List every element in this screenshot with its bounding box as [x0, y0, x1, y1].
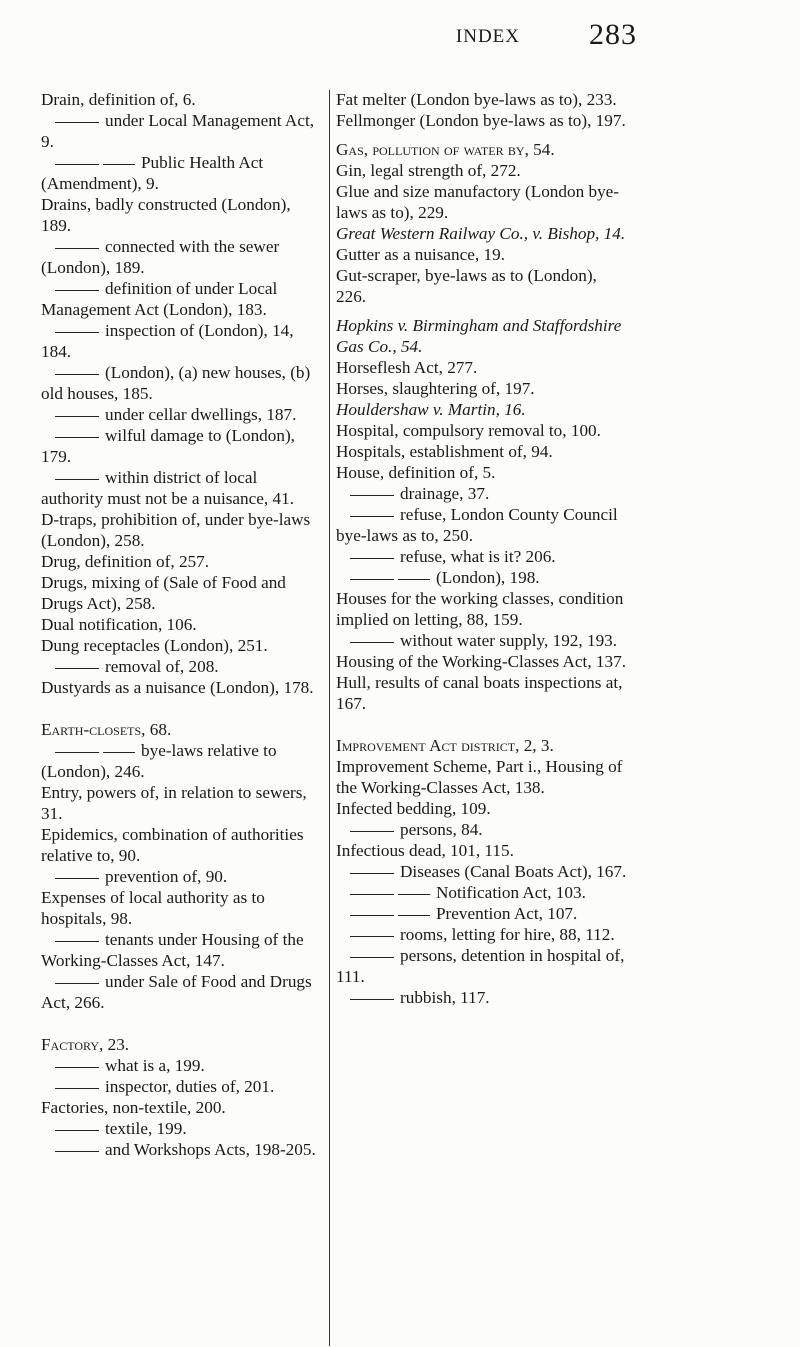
- index-entry-text: wilful damage to (London), 179.: [41, 426, 295, 466]
- index-entry: Expenses of local authority as to hospitals, 98.: [41, 888, 265, 928]
- index-entry-text: connected with the sewer (London), 189.: [41, 237, 280, 277]
- index-subentry: [336, 546, 628, 567]
- index-entry-text: textile, 199.: [105, 1119, 187, 1138]
- index-letter-entry: Gas, pollution of water by, 54.: [336, 140, 555, 159]
- index-subentry: [336, 882, 628, 903]
- index-entry-text: rooms, letting for hire, 88, 112.: [400, 925, 615, 944]
- index-subentry: [41, 152, 318, 194]
- index-letter-entry: Improvement Act district, 2, 3.: [336, 736, 554, 755]
- index-entry-text: under cellar dwellings, 187.: [105, 405, 297, 424]
- index-letter-entry: Earth-closets, 68.: [41, 720, 172, 739]
- index-subentry: [336, 483, 628, 504]
- index-entry: D-traps, prohibition of, under bye-laws (London), 258.: [41, 510, 311, 550]
- index-subentry: [41, 740, 318, 782]
- index-entry: Gutter as a nuisance, 19.: [336, 245, 505, 264]
- index-entry: Horses, slaughtering of, 197.: [336, 379, 535, 398]
- index-entry: Dual notification, 106.: [41, 615, 197, 634]
- index-entry-text: inspector, duties of, 201.: [105, 1077, 275, 1096]
- index-column-left: [41, 89, 318, 1160]
- index-column-right: [336, 89, 628, 1008]
- index-entry: House, definition of, 5.: [336, 463, 496, 482]
- index-entry: Infectious dead, 101, 115.: [336, 841, 514, 860]
- index-entry: Fat melter (London bye-laws as to), 233.: [336, 90, 617, 109]
- index-entry-text: Public Health Act (Amendment), 9.: [41, 153, 264, 193]
- index-subentry: [41, 1055, 318, 1076]
- index-subentry: [41, 236, 318, 278]
- index-subentry: [41, 866, 318, 887]
- index-letter-entry: Factory, 23.: [41, 1035, 130, 1054]
- index-entry-text: refuse, London County Council bye-laws as to, 250.: [336, 505, 618, 545]
- index-subentry: [41, 1118, 318, 1139]
- index-subentry: [41, 1076, 318, 1097]
- index-entry: Gin, legal strength of, 272.: [336, 161, 521, 180]
- index-subentry: [41, 362, 318, 404]
- index-subentry: [336, 630, 628, 651]
- index-entry: Houses for the working classes, condition implied on letting, 88, 159.: [336, 589, 624, 629]
- index-subentry: [336, 567, 628, 588]
- index-entry-text: within district of local authority must not be a nuisance, 41.: [41, 468, 294, 508]
- index-entry: Drugs, mixing of (Sale of Food and Drugs Act), 258.: [41, 573, 286, 613]
- index-entry: [336, 315, 628, 357]
- index-entry-text: under Sale of Food and Drugs Act, 266.: [41, 972, 312, 1012]
- index-entry-text: (London), 198.: [436, 568, 540, 587]
- index-entry: Hospitals, establishment of, 94.: [336, 442, 553, 461]
- index-subentry: [41, 971, 318, 1013]
- index-entry: [336, 223, 628, 244]
- index-subentry: [41, 404, 318, 425]
- page-number: 283: [589, 18, 637, 51]
- index-entry: Hull, results of canal boats inspections at, 167.: [336, 673, 623, 713]
- index-entry-text: rubbish, 117.: [400, 988, 490, 1007]
- index-subentry: [41, 110, 318, 152]
- index-entry: Dung receptacles (London), 251.: [41, 636, 268, 655]
- index-entry-text: (London), (a) new houses, (b) old houses, 185.: [41, 363, 311, 403]
- index-entry-text: inspection of (London), 14, 184.: [41, 321, 294, 361]
- index-entry-text: tenants under Housing of the Working-Classes Act, 147.: [41, 930, 304, 970]
- index-entry: Dustyards as a nuisance (London), 178.: [41, 678, 314, 697]
- column-rule: [329, 90, 330, 1346]
- index-entry-text: definition of under Local Management Act (London), 183.: [41, 279, 278, 319]
- index-subentry: [41, 278, 318, 320]
- index-entry-text: without water supply, 192, 193.: [400, 631, 618, 650]
- index-entry-text: prevention of, 90.: [105, 867, 228, 886]
- running-head-title: INDEX: [455, 26, 520, 47]
- index-subentry: [41, 467, 318, 509]
- index-entry: Horseflesh Act, 277.: [336, 358, 478, 377]
- case-name: Houldershaw v. Martin, 16.: [336, 400, 526, 419]
- index-entry-text: persons, detention in hospital of, 111.: [336, 946, 625, 986]
- index-entry-text: refuse, what is it? 206.: [400, 547, 556, 566]
- index-entry-text: Notification Act, 103.: [436, 883, 586, 902]
- index-entry: Gut-scraper, bye-laws as to (London), 226.: [336, 266, 597, 306]
- index-subentry: [336, 987, 628, 1008]
- index-subentry: [336, 945, 628, 987]
- index-entry: Drain, definition of, 6.: [41, 90, 196, 109]
- index-entry: Drug, definition of, 257.: [41, 552, 210, 571]
- index-subentry: [336, 504, 628, 546]
- index-subentry: [336, 861, 628, 882]
- index-subentry: [41, 425, 318, 467]
- index-entry: Infected bedding, 109.: [336, 799, 491, 818]
- index-entry-text: persons, 84.: [400, 820, 483, 839]
- index-subentry: [41, 929, 318, 971]
- index-entry-text: and Workshops Acts, 198-205.: [105, 1140, 316, 1159]
- index-entry: Hospital, compulsory removal to, 100.: [336, 421, 601, 440]
- index-entry: Factories, non-textile, 200.: [41, 1098, 226, 1117]
- index-entry: Glue and size manufactory (London bye-laws as to), 229.: [336, 182, 620, 222]
- case-name: Hopkins v. Birmingham and Staffordshire Gas Co., 54.: [336, 316, 622, 356]
- index-entry: Entry, powers of, in relation to sewers, 31.: [41, 783, 307, 823]
- index-subentry: [41, 1139, 318, 1160]
- index-entry: Housing of the Working-Classes Act, 137.: [336, 652, 626, 671]
- index-entry-text: drainage, 37.: [400, 484, 490, 503]
- index-entry: Epidemics, combination of authorities relative to, 90.: [41, 825, 304, 865]
- index-subentry: [336, 819, 628, 840]
- index-entry: [336, 399, 628, 420]
- index-entry: Fellmonger (London bye-laws as to), 197.: [336, 111, 626, 130]
- index-entry-text: Diseases (Canal Boats Act), 167.: [400, 862, 627, 881]
- index-subentry: [336, 924, 628, 945]
- index-subentry: [41, 656, 318, 677]
- index-entry-text: removal of, 208.: [105, 657, 219, 676]
- index-entry-text: bye-laws relative to (London), 246.: [41, 741, 277, 781]
- index-entry: Drains, badly constructed (London), 189.: [41, 195, 291, 235]
- index-subentry: [41, 320, 318, 362]
- index-entry-text: under Local Management Act, 9.: [41, 111, 315, 151]
- index-subentry: [336, 903, 628, 924]
- index-entry-text: what is a, 199.: [105, 1056, 205, 1075]
- index-entry: Improvement Scheme, Part i., Housing of the Working-Classes Act, 138.: [336, 757, 623, 797]
- case-name: Great Western Railway Co., v. Bishop, 14.: [336, 224, 626, 243]
- index-entry-text: Prevention Act, 107.: [436, 904, 578, 923]
